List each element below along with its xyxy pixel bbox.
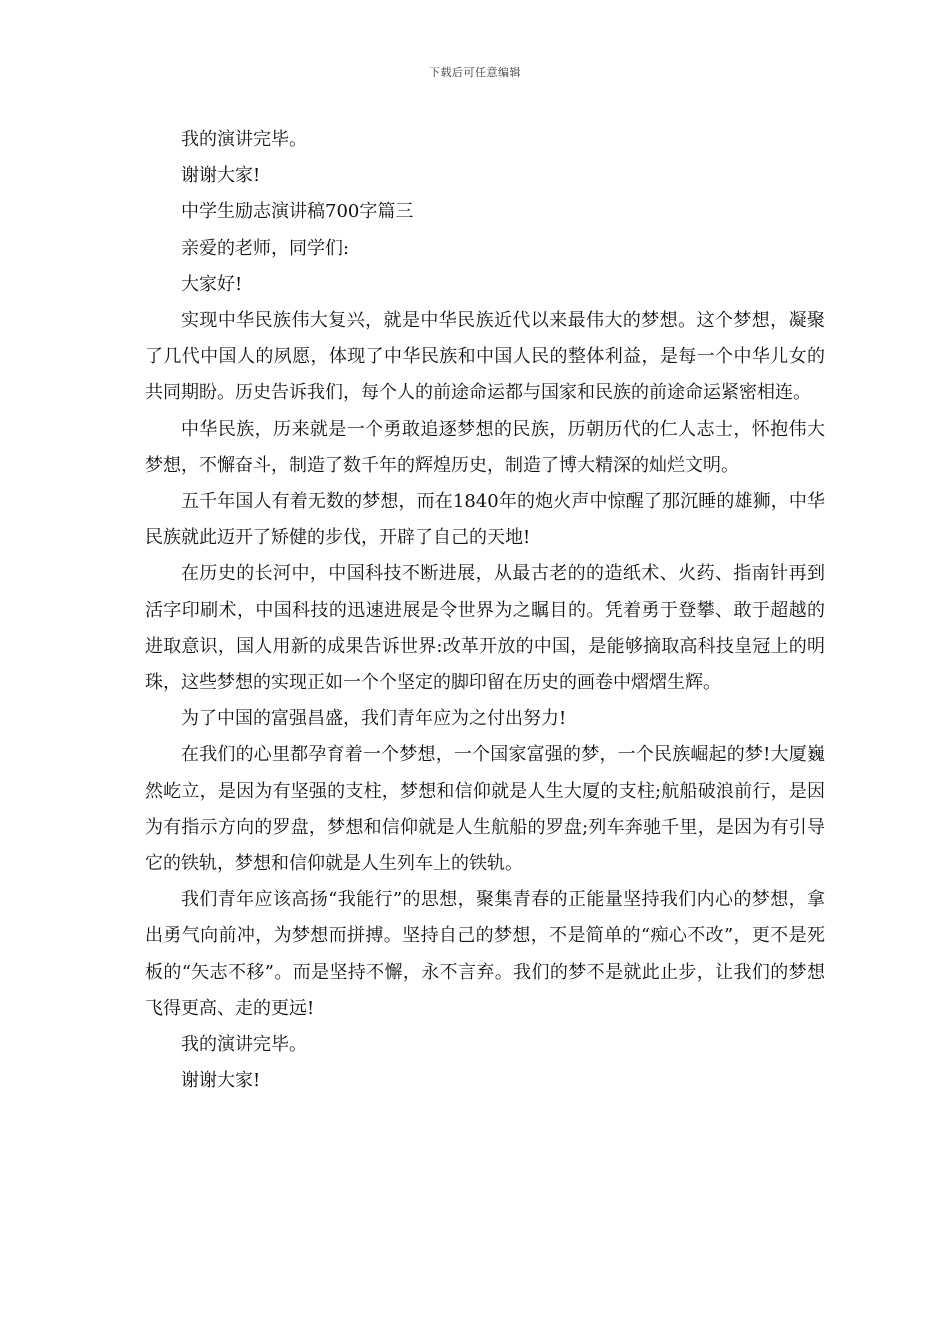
paragraph-body: 在历史的长河中，中国科技不断进展，从最古老的的造纸术、火药、指南针再到活字印刷术，中国科技的迅速进展是令世界为之瞩目的。凭着勇于登攀、敢于超越的进取意识，国人用新的成果告诉世界:改革开放的中国，是能够摘取高科技皇冠上的明珠，这些梦想的实现正如一个个坚定的脚印留在历史的画卷中熠熠生辉。 (145, 563, 825, 694)
page-header: 下载后可任意编辑 (429, 66, 521, 79)
paragraph-thanks: 谢谢大家! (181, 165, 261, 187)
paragraph-body: 五千年国人有着无数的梦想，而在1840年的炮火声中惊醒了那沉睡的雄狮，中华民族就此迈开了矫健的步伐，开辟了自己的天地! (145, 491, 825, 549)
paragraph-thanks: 谢谢大家! (181, 1070, 261, 1092)
paragraph-closing: 我的演讲完毕。 (181, 129, 307, 150)
section-title: 中学生励志演讲稿700字篇三 (181, 201, 414, 223)
paragraph-closing: 我的演讲完毕。 (181, 1034, 307, 1056)
paragraph-salutation: 亲爱的老师，同学们: (181, 237, 350, 259)
paragraph-body: 中华民族，历来就是一个勇敢追逐梦想的民族，历朝历代的仁人志士，怀抱伟大梦想，不懈奋斗，制造了数千年的辉煌历史，制造了博大精深的灿烂文明。 (145, 418, 825, 476)
document-body (145, 122, 825, 1099)
paragraph-greeting: 大家好! (181, 273, 243, 295)
paragraph-body: 为了中国的富强昌盛，我们青年应为之付出努力! (181, 708, 567, 730)
paragraph-body: 我们青年应该高扬“我能行”的思想，聚集青春的正能量坚持我们内心的梦想，拿出勇气向前冲，为梦想而拼搏。坚持自己的梦想，不是简单的“痴心不改”，更不是死板的“矢志不移”。而是坚持不懈，永不言弃。我们的梦不是就此止步，让我们的梦想飞得更高、走的更远! (145, 889, 825, 1019)
paragraph-body: 实现中华民族伟大复兴，就是中华民族近代以来最伟大的梦想。这个梦想，凝聚了几代中国人的夙愿，体现了中华民族和中国人民的整体利益，是每一个中华儿女的共同期盼。历史告诉我们，每个人的前途命运都与国家和民族的前途命运紧密相连。 (145, 310, 825, 404)
paragraph-body: 在我们的心里都孕育着一个梦想，一个国家富强的梦，一个民族崛起的梦!大厦巍然屹立，是因为有坚强的支柱，梦想和信仰就是人生大厦的支柱;航船破浪前行，是因为有指示方向的罗盘，梦想和信仰就是人生航船的罗盘;列车奔驰千里，是因为有引导它的铁轨，梦想和信仰就是人生列车上的铁轨。 (145, 744, 825, 875)
